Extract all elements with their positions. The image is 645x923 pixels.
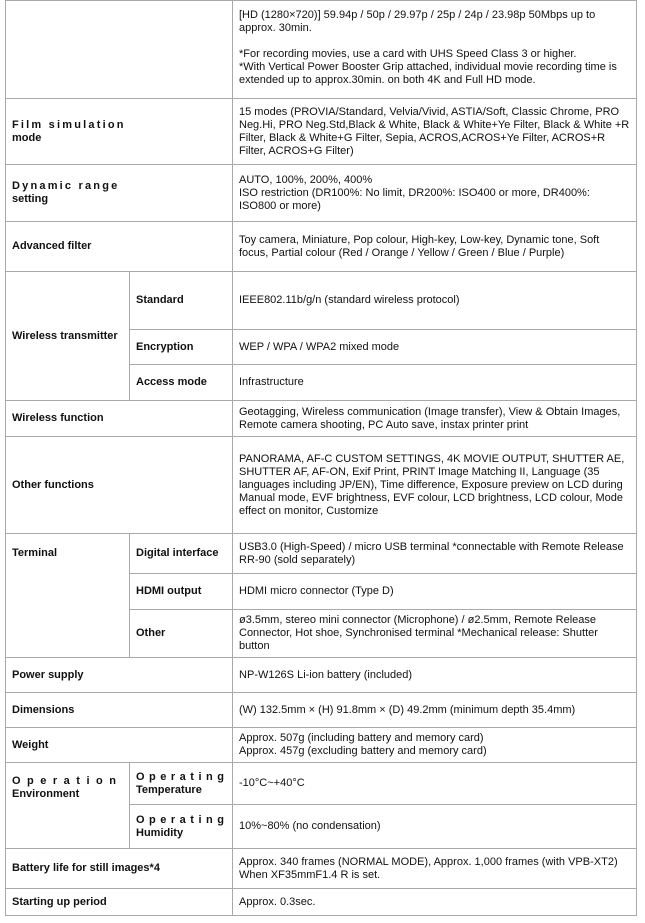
movie-note-line: *With Vertical Power Booster Grip attached, individual movie recording time is extended up to approx.30min. on both 4K and Full HD mode. xyxy=(239,61,617,86)
battery-life-label: Battery life for still images*4 xyxy=(6,849,233,889)
movie-label-cell xyxy=(6,1,233,99)
terminal-label: Terminal xyxy=(6,534,130,658)
wireless-transmitter-label: Wireless transmitter xyxy=(6,272,130,401)
table-row xyxy=(6,222,637,272)
wireless-access-value: Infrastructure xyxy=(233,365,637,401)
digital-interface-value: USB3.0 (High-Speed) / micro USB terminal *connectable with Remote Release RR-90 (sold separately) xyxy=(233,534,637,574)
wireless-standard-label: Standard xyxy=(130,272,233,330)
digital-interface-label: Digital interface xyxy=(130,534,233,574)
film-simulation-label: Film simulation mode xyxy=(6,99,233,165)
wireless-encryption-value: WEP / WPA / WPA2 mixed mode xyxy=(233,330,637,365)
battery-life-value: Approx. 340 frames (NORMAL MODE), Approx. 1,000 frames (with VPB-XT2) When XF35mmF1.4 R is set. xyxy=(233,849,637,889)
film-simulation-value: 15 modes (PROVIA/Standard, Velvia/Vivid, ASTIA/Soft, Classic Chrome, PRO Neg.Hi, PRO Neg.Std,Black & White, Black & White+Ye Filter, Black & White +R Filter, Black & White+G Filter, Sepia, ACROS,ACROS+Ye Filter, ACROS+R Filter, ACROS+G Filter) xyxy=(233,99,637,165)
table-row xyxy=(6,1,637,99)
wireless-function-label: Wireless function xyxy=(6,401,233,437)
table-row xyxy=(6,437,637,534)
movie-value-cell xyxy=(233,1,637,99)
table-row xyxy=(6,763,637,805)
movie-note-line: *For recording movies, use a card with UHS Speed Class 3 or higher. xyxy=(239,48,577,60)
table-row xyxy=(6,889,637,916)
terminal-other-value: ø3.5mm, stereo mini connector (Microphone) / ø2.5mm, Remote Release Connector, Hot shoe, Synchronised terminal *Mechanical release: Shutter button xyxy=(233,610,637,658)
hdmi-output-value: HDMI micro connector (Type D) xyxy=(233,574,637,610)
table-row xyxy=(6,99,637,165)
wireless-standard-value: IEEE802.11b/g/n (standard wireless protocol) xyxy=(233,272,637,330)
operating-temperature-label: Operating Temperature xyxy=(130,763,233,805)
wireless-access-label: Access mode xyxy=(130,365,233,401)
startup-period-label: Starting up period xyxy=(6,889,233,916)
movie-value-line: [HD (1280×720)] 59.94p / 50p / 29.97p / 25p / 24p / 23.98p 50Mbps up to approx. 30min. xyxy=(239,9,596,34)
dynamic-range-value: AUTO, 100%, 200%, 400% ISO restriction (DR100%: No limit, DR200%: ISO400 or more, DR400%: ISO800 or more) xyxy=(233,165,637,222)
wireless-encryption-label: Encryption xyxy=(130,330,233,365)
table-row xyxy=(6,401,637,437)
table-row xyxy=(6,849,637,889)
power-supply-value: NP-W126S Li-ion battery (included) xyxy=(233,658,637,693)
hdmi-output-label: HDMI output xyxy=(130,574,233,610)
wireless-function-value: Geotagging, Wireless communication (Image transfer), View & Obtain Images, Remote camera shooting, PC Auto save, instax printer print xyxy=(233,401,637,437)
table-row xyxy=(6,272,637,330)
power-supply-label: Power supply xyxy=(6,658,233,693)
weight-label: Weight xyxy=(6,728,233,763)
other-functions-label: Other functions xyxy=(6,437,233,534)
dimensions-value: (W) 132.5mm × (H) 91.8mm × (D) 49.2mm (minimum depth 35.4mm) xyxy=(233,693,637,728)
other-functions-value: PANORAMA, AF-C CUSTOM SETTINGS, 4K MOVIE OUTPUT, SHUTTER AE, SHUTTER AF, AF-ON, Exif Print, PRINT Image Matching II, Language (35 languages including JP/EN), Time difference, Exposure preview on LCD during Manual mode, EVF brightness, EVF colour, LCD brightness, LCD colour, Mode effect on monitor, Customize xyxy=(233,437,637,534)
table-row xyxy=(6,658,637,693)
operation-environment-label: Operation Environment xyxy=(6,763,130,849)
table-row xyxy=(6,728,637,763)
table-row xyxy=(6,165,637,222)
terminal-other-label: Other xyxy=(130,610,233,658)
spec-table xyxy=(5,0,637,916)
operating-humidity-value: 10%~80% (no condensation) xyxy=(233,805,637,849)
table-row xyxy=(6,693,637,728)
weight-value: Approx. 507g (including battery and memory card) Approx. 457g (excluding battery and memory card) xyxy=(233,728,637,763)
advanced-filter-value: Toy camera, Miniature, Pop colour, High-key, Low-key, Dynamic tone, Soft focus, Partial colour (Red / Orange / Yellow / Green / Blue / Purple) xyxy=(233,222,637,272)
dimensions-label: Dimensions xyxy=(6,693,233,728)
operating-temperature-value: -10°C~+40°C xyxy=(233,763,637,805)
table-row xyxy=(6,534,637,574)
advanced-filter-label: Advanced filter xyxy=(6,222,233,272)
startup-period-value: Approx. 0.3sec. xyxy=(233,889,637,916)
dynamic-range-label: Dynamic range setting xyxy=(6,165,233,222)
operating-humidity-label: Operating Humidity xyxy=(130,805,233,849)
